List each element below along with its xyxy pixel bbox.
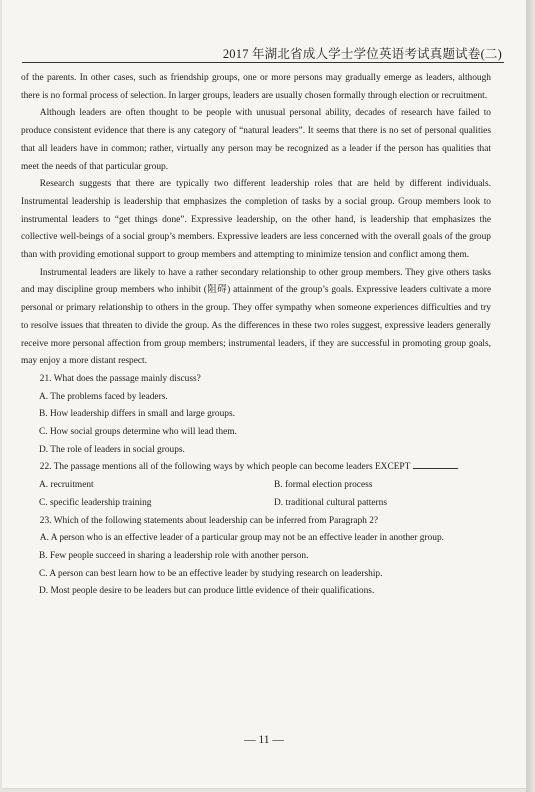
question-22-stem: 22. The passage mentions all of the following ways by which people can become leaders EXCEPT [39,462,411,473]
question-21-option-d: D. The role of leaders in social groups. [39,444,185,455]
question-23-option-d: D. Most people desire to be leaders but can produce little evidence of their qualifications. [39,586,375,597]
question-21-stem: 21. What does the passage mainly discuss? [39,373,201,384]
question-22-option-a: A. recruitment [39,480,94,491]
paragraph-3: Research suggests that there are typically two different leadership roles that are held by different individuals. Instrumental leadership is leadership that emphasizes the completion of tasks by a social group. Group members look to instrumental leaders to “get things done”. Expressive leadership, on the other hand, is leadership that emphasizes the collective well-beings of a social group’s members. Expressive leaders are less concerned with the overall goals of the group than with providing emotional support to group members and attempting to minimize tension and conflict among them. [21,179,491,261]
question-22-container: 22. The passage mentions all of the following ways by which people can become leaders EXCEPT . [21,459,491,477]
question-23-option-c: C. A person can best learn how to be an effective leader by studying research on leadership. [39,568,383,579]
question-22-options-row-1 [21,477,491,495]
question-23-option-b: B. Few people succeed in sharing a leadership role with another person. [39,550,309,561]
book-gutter [526,0,535,792]
running-header: 2017 年湖北省成人学士学位英语考试真题试卷(二) [222,47,502,61]
page-number: — 11 — [244,734,284,746]
document-page [2,0,526,788]
header-rule [22,62,504,63]
paragraph-2: Although leaders are often thought to be people with unusual personal ability, decades of research have failed to produce consistent evidence that there is any category of “natural leaders”. It seems that there is no set of personal qualities that all leaders have in common; rather, virtually any person may be recognized as a leader if the person has qualities that meet the needs of that particular group. [21,108,491,172]
question-21-option-c: C. How social groups determine who will lead them. [39,427,237,438]
paragraph-1: of the parents. In other cases, such as friendship groups, one or more persons may gradually emerge as leaders, although there is no formal process of selection. In larger groups, leaders are usually chosen formally through election or recruitment. [21,73,491,101]
answer-blank [413,459,457,469]
question-22-option-c: C. specific leadership training [39,497,152,508]
paragraph-4: Instrumental leaders are likely to have a rather secondary relationship to other group members. They give others tasks and may discipline group members who inhibit (阻碍) attainment of the group’s goals. Expressive leaders cultivate a more personal or primary relationship to others in the group. They offer sympathy when someone experiences difficulties and try to resolve issues that threaten to divide the group. As the differences in these two roles suggest, expressive leaders generally receive more personal affection from group members; instrumental leaders, if they are successful in promoting group goals, may enjoy a more distant respect. [21,267,491,367]
question-22-option-d: D. traditional cultural patterns [274,497,387,508]
question-22-options-row-2 [21,495,491,513]
question-21-option-a: A. The problems faced by leaders. [39,391,168,402]
question-23-option-a: A. A person who is an effective leader of a particular group may not be an effective leader in another group. [39,533,444,544]
question-23-stem: 23. Which of the following statements about leadership can be inferred from Paragraph 2? [39,515,379,526]
question-21-option-b: B. How leadership differs in small and large groups. [39,409,235,420]
question-22-option-b: B. formal election process [274,480,373,491]
reading-passage [21,70,491,601]
